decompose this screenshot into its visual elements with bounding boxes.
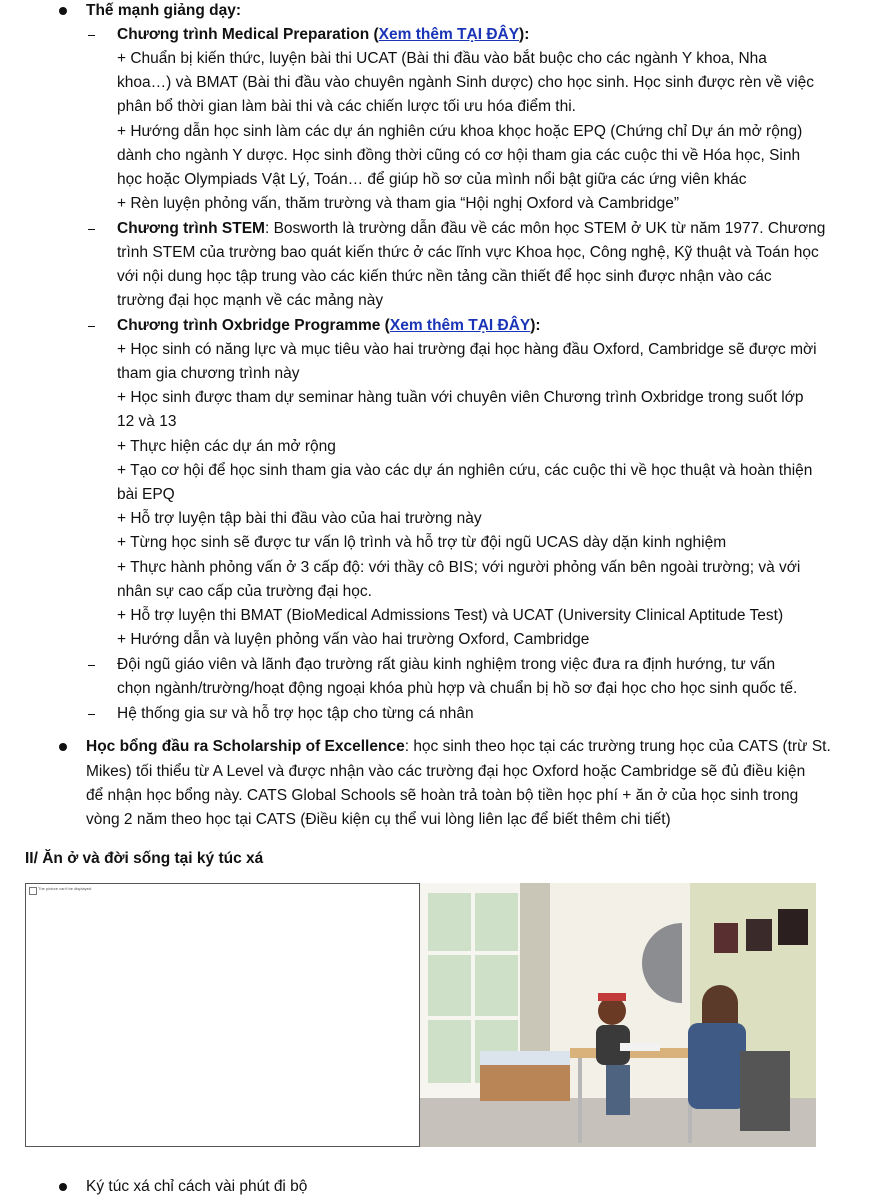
tutoring-line: Hệ thống gia sư và hỗ trợ học tập cho từng cá nhân bbox=[117, 705, 474, 722]
medical-title-text: Chương trình Medical Preparation ( bbox=[117, 26, 379, 43]
dorm-walking-distance: Ký túc xá chỉ cách vài phút đi bộ bbox=[86, 1178, 308, 1195]
scholarship-first-line bbox=[86, 735, 831, 759]
oxbridge-line: + Hỗ trợ luyện tập bài thi đầu vào của hai trường này bbox=[117, 510, 482, 527]
medical-line: khoa…) và BMAT (Bài thi đầu vào chuyên ngành Sinh dược) cho học sinh. Học sinh được rèn về việc bbox=[117, 74, 815, 91]
oxbridge-title-end: ): bbox=[530, 317, 541, 334]
oxbridge-title-text: Chương trình Oxbridge Programme ( bbox=[117, 317, 390, 334]
broken-image-text: The picture can't be displayed. bbox=[38, 886, 93, 891]
medical-more-link[interactable]: Xem thêm TẠI ĐÂY bbox=[378, 26, 520, 43]
oxbridge-line: bài EPQ bbox=[117, 486, 175, 503]
medical-line: dành cho ngành Y dược. Học sinh đồng thời cũng có cơ hội tham gia các cuộc thi về Hóa học, Sinh bbox=[117, 147, 801, 164]
oxbridge-line: tham gia chương trình này bbox=[117, 365, 300, 382]
scholarship-first-line-text: : học sinh theo học tại các trường trung học của CATS (trừ St. bbox=[404, 738, 831, 755]
section-heading-dormitory: II/ Ăn ở và đời sống tại ký túc xá bbox=[25, 850, 264, 867]
stem-line: trình STEM của trường bao quát kiến thức ở các lĩnh vực Khoa học, Công nghệ, Kỹ thuật và Toán học bbox=[117, 244, 819, 261]
oxbridge-line: nhân sự cao cấp của trường đại học. bbox=[117, 583, 372, 600]
scholarship-line: Mikes) tối thiểu từ A Level và được nhận vào các trường đại học Oxford hoặc Cambridge sẽ đủ điều kiện bbox=[86, 763, 806, 780]
dorm-room-illustration bbox=[420, 883, 816, 1147]
bullet-dot bbox=[59, 7, 67, 15]
stem-first-line-text: : Bosworth là trường dẫn đầu về các môn học STEM ở UK từ năm 1977. Chương bbox=[264, 220, 826, 237]
broken-image-icon bbox=[29, 887, 37, 895]
dash-marker bbox=[88, 229, 95, 230]
medical-line: + Chuẩn bị kiến thức, luyện bài thi UCAT (Bài thi đầu vào bắt buộc cho các ngành Y khoa, Nha bbox=[117, 50, 767, 67]
stem-line: trường đại học mạnh về các mảng này bbox=[117, 292, 384, 309]
scholarship-line: vòng 2 năm theo học tại CATS (Điều kiện cụ thể vui lòng liên lạc để biết thêm chi tiết) bbox=[86, 811, 671, 828]
medical-line: phân bổ thời gian làm bài thi và các chiến lược tối ưu hóa điểm thi. bbox=[117, 98, 576, 115]
stem-program-first-line bbox=[117, 217, 825, 241]
faculty-line: chọn ngành/trường/hoạt động ngoại khóa phù hợp và chuẩn bị hồ sơ đại học cho học sinh quốc tế. bbox=[117, 680, 798, 697]
oxbridge-line: + Học sinh được tham dự seminar hàng tuần với chuyên viên Chương trình Oxbridge trong suốt lớp bbox=[117, 389, 804, 406]
medical-title-end: ): bbox=[519, 26, 530, 43]
oxbridge-line: + Tạo cơ hội để học sinh tham gia vào các dự án nghiên cứu, các cuộc thi về học thuật và hoàn thiện bbox=[117, 462, 813, 479]
dash-marker bbox=[88, 35, 95, 36]
dash-marker bbox=[88, 665, 95, 666]
dash-marker bbox=[88, 326, 95, 327]
medical-line: + Rèn luyện phỏng vấn, thăm trường và tham gia “Hội nghị Oxford và Cambridge” bbox=[117, 195, 680, 212]
stem-line: với nội dung học tập trung vào các kiến thức nền tảng cần thiết để học sinh được nhận vào các bbox=[117, 268, 772, 285]
faculty-line: Đội ngũ giáo viên và lãnh đạo trường rất giàu kinh nghiệm trong việc đưa ra định hướng, tư vấn bbox=[117, 656, 776, 673]
oxbridge-line: + Học sinh có năng lực và mục tiêu vào hai trường đại học hàng đầu Oxford, Cambridge sẽ được mời bbox=[117, 341, 817, 358]
oxbridge-line: + Hướng dẫn và luyện phỏng vấn vào hai trường Oxford, Cambridge bbox=[117, 631, 590, 648]
medical-program-title bbox=[117, 23, 529, 47]
section-heading-teaching-strengths: Thế mạnh giảng dạy: bbox=[86, 2, 242, 19]
dorm-room-photo bbox=[420, 883, 816, 1147]
stem-title: Chương trình STEM bbox=[117, 220, 265, 237]
bullet-dot bbox=[59, 743, 67, 751]
broken-image-placeholder bbox=[25, 883, 420, 1147]
oxbridge-line: 12 và 13 bbox=[117, 413, 177, 430]
dash-marker bbox=[88, 714, 95, 715]
medical-line: + Hướng dẫn học sinh làm các dự án nghiên cứu khoa khọc hoặc EPQ (Chứng chỉ Dự án mở rộng) bbox=[117, 123, 803, 140]
oxbridge-line: + Hỗ trợ luyện thi BMAT (BioMedical Admissions Test) và UCAT (University Clinical Aptitude Test) bbox=[117, 607, 784, 624]
oxbridge-line: + Từng học sinh sẽ được tư vấn lộ trình và hỗ trợ từ đội ngũ UCAS dày dặn kinh nghiệm bbox=[117, 534, 727, 551]
medical-line: học hoặc Olympiads Vật Lý, Toán… để giúp hồ sơ của mình nổi bật giữa các ứng viên khác bbox=[117, 171, 747, 188]
oxbridge-program-title bbox=[117, 314, 541, 338]
scholarship-line: để nhận học bổng này. CATS Global Schools sẽ hoàn trả toàn bộ tiền học phí + ăn ở của học sinh trong bbox=[86, 787, 799, 804]
oxbridge-more-link[interactable]: Xem thêm TẠI ĐÂY bbox=[389, 317, 531, 334]
scholarship-title: Học bổng đầu ra Scholarship of Excellence bbox=[86, 738, 405, 755]
oxbridge-line: + Thực hành phỏng vấn ở 3 cấp độ: với thầy cô BIS; với người phỏng vấn bên ngoài trường; và với bbox=[117, 559, 801, 576]
oxbridge-line: + Thực hiện các dự án mở rộng bbox=[117, 438, 336, 455]
bullet-dot bbox=[59, 1183, 67, 1191]
